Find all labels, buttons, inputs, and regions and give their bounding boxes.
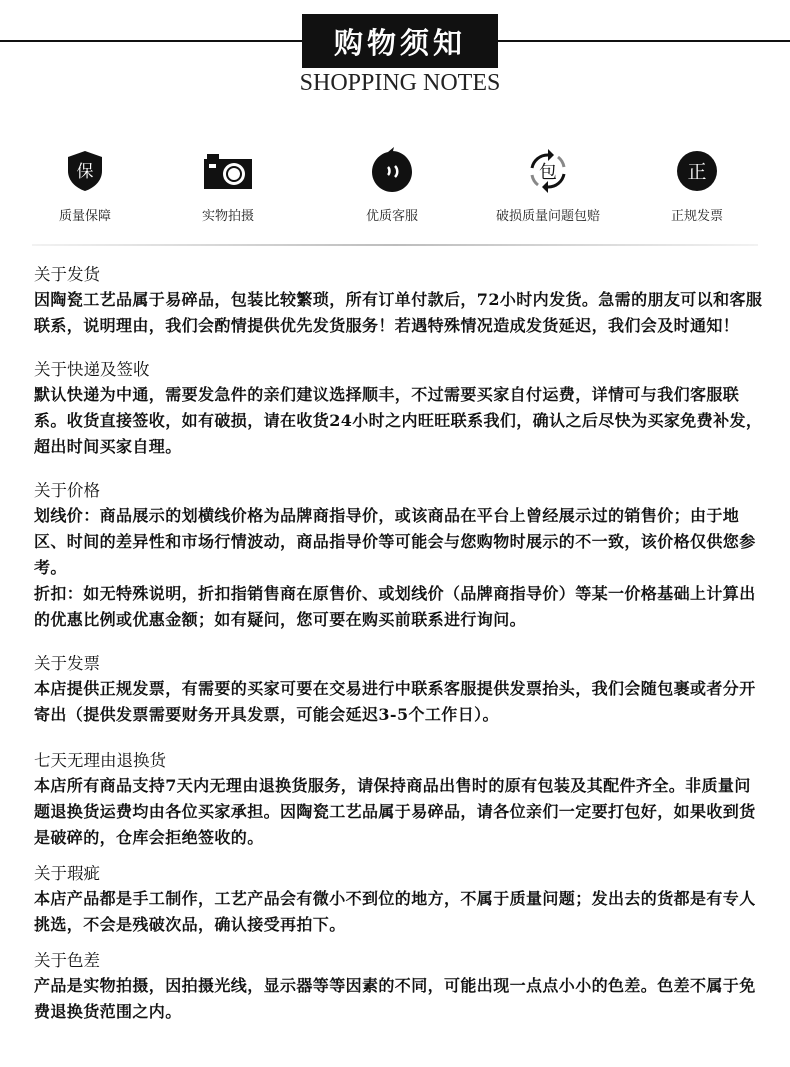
- feature-label: 正规发票: [670, 209, 723, 224]
- feature-label: 破损质量问题包赔: [495, 209, 600, 224]
- feature-label: 优质客服: [365, 209, 418, 224]
- page-subtitle: SHOPPING NOTES: [299, 70, 501, 96]
- recycle-bao-icon: [523, 146, 573, 196]
- section-text: 折扣：如无特殊说明，折扣指销售商在原售价、或划线价（品牌商指导价）等某一价格基础上计算出的优惠比例或优惠金额；如有疑问，您可要在购买前联系进行询问。: [34, 584, 756, 629]
- section-invoice: [34, 651, 764, 728]
- shield-glyph: 保: [76, 162, 94, 182]
- section-divider: [32, 244, 758, 246]
- section-price: [34, 478, 764, 633]
- section-defects: [34, 861, 764, 938]
- section-text: 产品是实物拍摄，因拍摄光线，显示器等等因素的不同，可能出现一点点小小的色差。色差不属于免费退换货范围之内。: [34, 976, 756, 1021]
- feature-invoice: [622, 146, 772, 224]
- notes-content: [34, 262, 764, 1025]
- feature-row: [0, 146, 790, 236]
- section-text: 本店产品都是手工制作，工艺产品会有微小不到位的地方，不属于质量问题；发出去的货都是有专人挑选，不会是残破次品，确认接受再拍下。: [34, 889, 756, 934]
- feature-label: 质量保障: [58, 209, 111, 224]
- page-title: 购物须知: [302, 14, 498, 68]
- circle-zheng-icon: [672, 146, 722, 196]
- section-text: 本店提供正规发票，有需要的买家可要在交易进行中联系客服提供发票抬头，我们会随包裹或者分开寄出（提供发票需要财务开具发票，可能会延迟3-5个工作日）。: [34, 679, 756, 724]
- feature-damage: [473, 146, 623, 224]
- feature-photo: [153, 146, 303, 224]
- recycle-glyph: 包: [539, 162, 557, 183]
- section-title: 关于发货: [34, 265, 100, 284]
- section-text: 因陶瓷工艺品属于易碎品，包装比较繁琐，所有订单付款后，72小时内发货。急需的朋友可以和客服联系，说明理由，我们会酌情提供优先发货服务！若遇特殊情况造成发货延迟，我们会及时通知！: [34, 290, 763, 335]
- feature-quality: [10, 146, 160, 224]
- section-title: 关于瑕疵: [34, 864, 100, 883]
- section-title: 七天无理由退换货: [34, 751, 166, 770]
- section-color: [34, 948, 764, 1025]
- chat-bubble-icon: [367, 146, 417, 196]
- section-returns: [34, 748, 764, 851]
- section-title: 关于色差: [34, 951, 100, 970]
- section-text: 默认快递为中通，需要发急件的亲们建议选择顺丰，不过需要买家自付运费，详情可与我们客服联系。收货直接签收，如有破损，请在收货24小时之内旺旺联系我们，确认之后尽快为买家免费补发，超出时间买家自理。: [34, 385, 763, 456]
- feature-label: 实物拍摄: [201, 209, 254, 224]
- circle-glyph: 正: [687, 161, 707, 183]
- section-shipping: [34, 262, 764, 339]
- feature-service: [317, 146, 467, 224]
- section-text: 本店所有商品支持7天内无理由退换货服务，请保持商品出售时的原有包装及其配件齐全。非质量问题退换货运费均由各位买家承担。因陶瓷工艺品属于易碎品，请各位亲们一定要打包好，如果收到货是破碎的，仓库会拒绝签收的。: [34, 776, 756, 847]
- section-title: 关于发票: [34, 654, 100, 673]
- section-title: 关于快递及签收: [34, 360, 150, 379]
- section-title: 关于价格: [34, 481, 100, 500]
- section-delivery: [34, 357, 764, 460]
- section-text: 划线价：商品展示的划横线价格为品牌商指导价，或该商品在平台上曾经展示过的销售价；由于地区、时间的差异性和市场行情波动，商品指导价等可能会与您购物时展示的不一致，该价格仅供您参考。: [34, 506, 756, 577]
- camera-icon: [203, 146, 253, 196]
- shield-bao-icon: [60, 146, 110, 196]
